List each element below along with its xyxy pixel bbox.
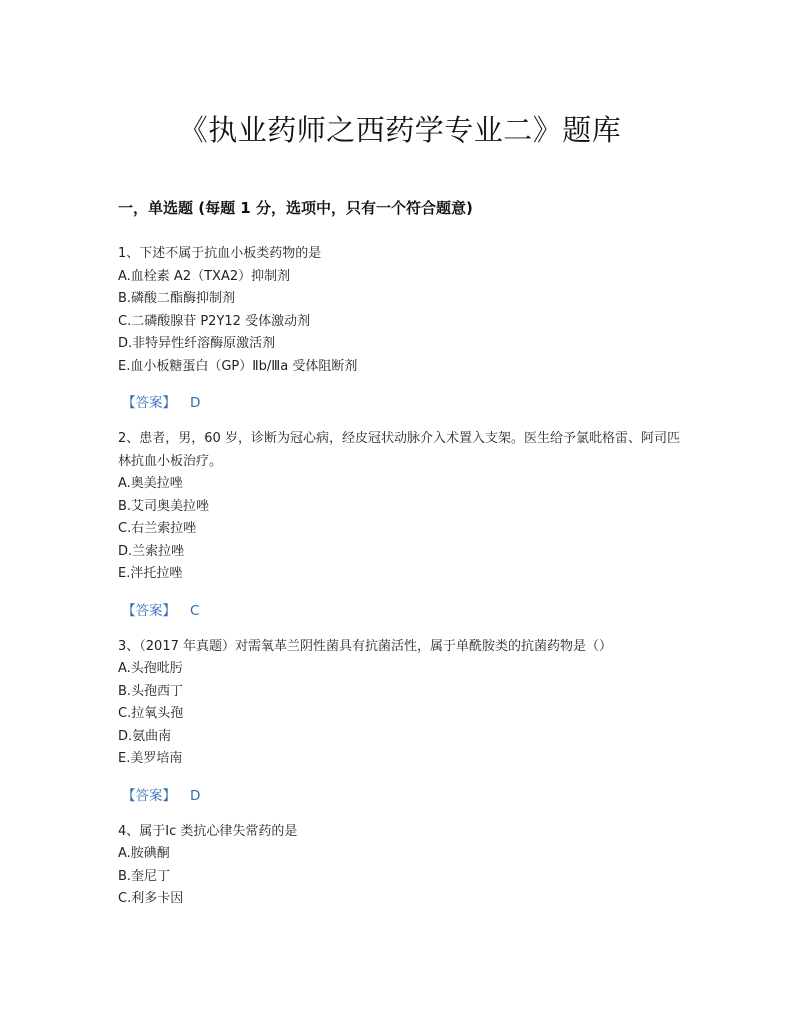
option-a: A.胺碘酮 — [118, 846, 170, 861]
answer-label: 【答案】 — [122, 395, 176, 411]
option-a: A.头孢吡肟 — [118, 661, 183, 676]
answer-label: 【答案】 — [122, 787, 176, 804]
answer-line — [118, 392, 688, 414]
question-3 — [118, 636, 688, 807]
option-list — [118, 266, 688, 379]
option-list — [118, 658, 688, 771]
option-c: C.二磷酸腺苷 P2Y12 受体激动剂 — [118, 313, 311, 329]
section-heading: 一，单选题 (每题 1 分，选项中，只有一个符合题意) — [118, 199, 473, 217]
answer-line — [118, 600, 688, 622]
option-e: E.美罗培南 — [118, 751, 183, 766]
option-e: E.泮托拉唑 — [118, 566, 183, 581]
question-2 — [118, 428, 688, 622]
option-a: A.血栓素 A2（TXA2）抑制剂 — [118, 268, 291, 284]
option-b: B.奎尼丁 — [118, 868, 171, 884]
option-a: A.奥美拉唑 — [118, 476, 183, 491]
question-list — [118, 243, 688, 911]
question-stem: 4、属于Ⅰc 类抗心律失常药的是 — [118, 823, 298, 839]
answer-value: D — [190, 787, 201, 804]
question-4 — [118, 821, 688, 911]
question-stem: 3、（2017 年真题）对需氧革兰阴性菌具有抗菌活性，属于单酰胺类的抗菌药物是（） — [118, 638, 612, 654]
option-d: D.氨曲南 — [118, 728, 172, 744]
question-stem: 2、患者，男，60 岁，诊断为冠心病，经皮冠状动脉介入术置入支架。医生给予氯吡格雷、阿司匹林抗血小板治疗。 — [118, 431, 680, 469]
option-list — [118, 473, 688, 586]
document-title: 《执业药师之西药学专业二》题库 — [178, 113, 622, 147]
question-1 — [118, 243, 688, 414]
option-e: E.血小板糖蛋白（GP）Ⅱb/Ⅲa 受体阻断剂 — [118, 358, 358, 374]
question-stem: 1、下述不属于抗血小板类药物的是 — [118, 246, 322, 261]
answer-value: C — [190, 602, 200, 619]
option-d: D.非特异性纤溶酶原激活剂 — [118, 336, 276, 351]
option-list — [118, 843, 688, 911]
option-b: B.艾司奥美拉唑 — [118, 498, 210, 514]
option-b: B.头孢西丁 — [118, 683, 184, 699]
option-c: C.拉氧头孢 — [118, 706, 184, 721]
option-d: D.兰索拉唑 — [118, 543, 185, 559]
option-c: C.利多卡因 — [118, 891, 184, 906]
option-c: C.右兰索拉唑 — [118, 521, 197, 536]
answer-value: D — [190, 395, 201, 411]
answer-label: 【答案】 — [122, 602, 176, 619]
answer-line — [118, 785, 688, 807]
option-b: B.磷酸二酯酶抑制剂 — [118, 291, 236, 306]
